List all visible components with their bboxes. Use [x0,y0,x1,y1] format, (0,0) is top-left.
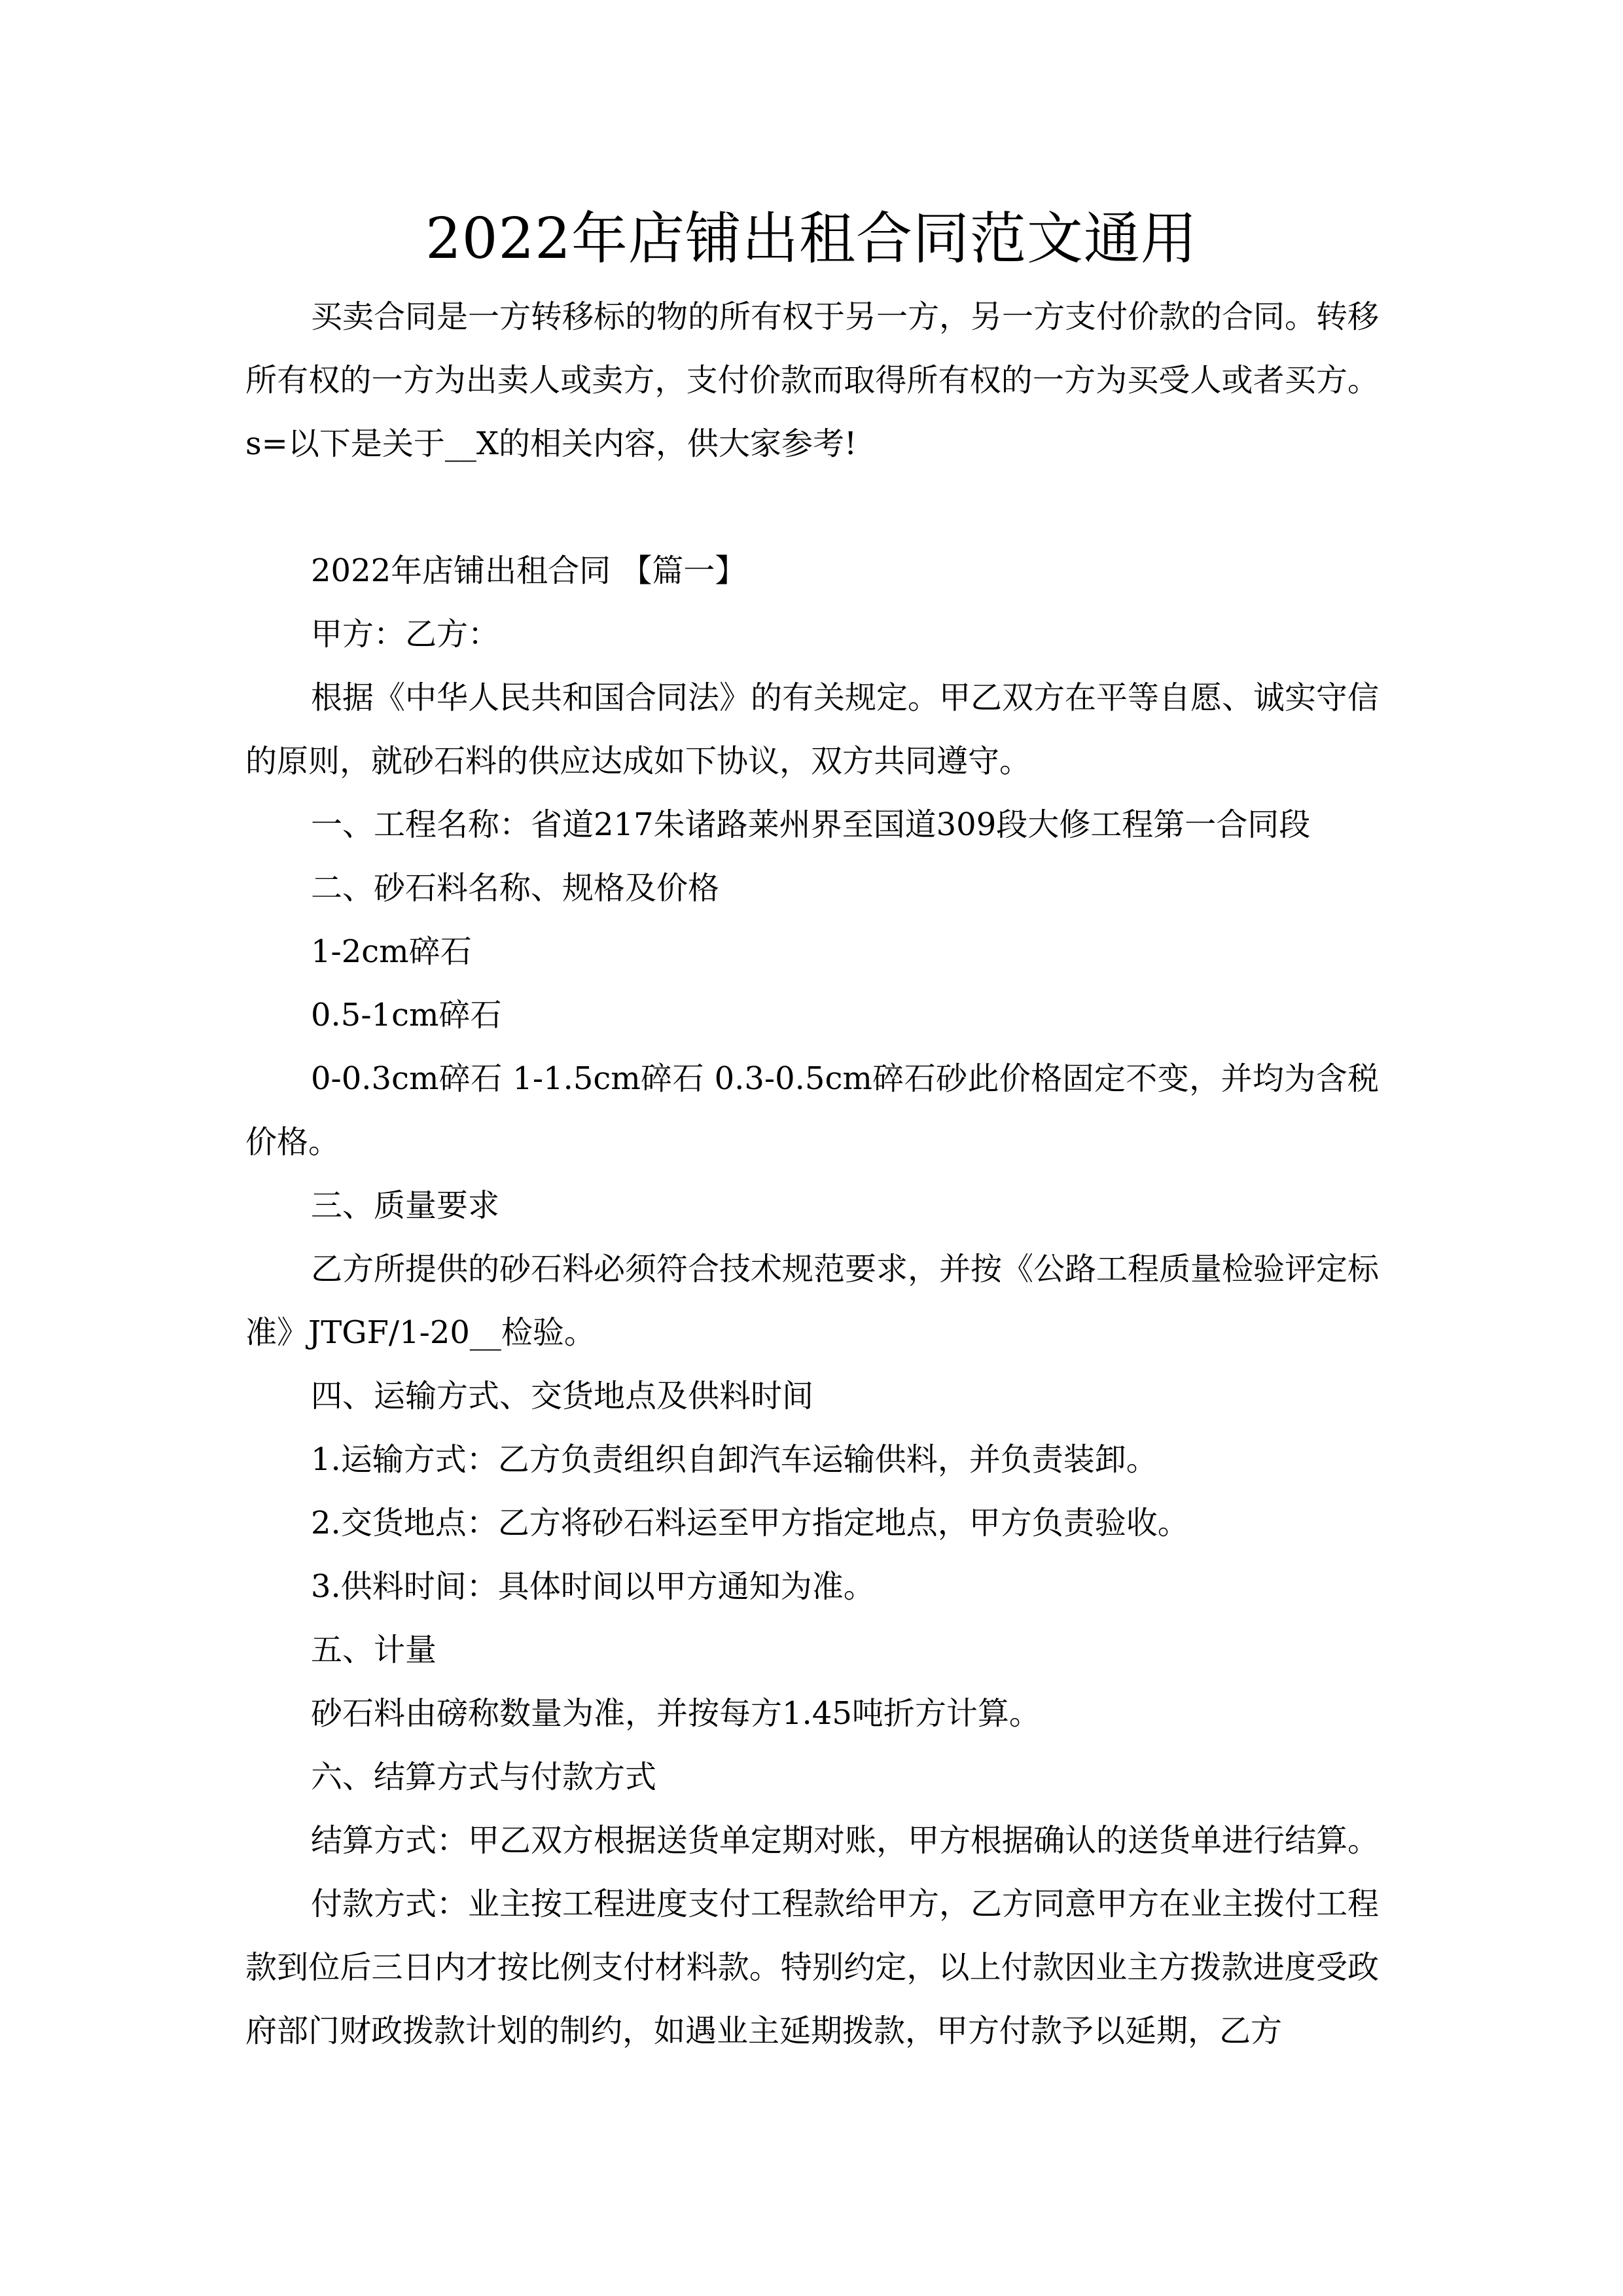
clause-5-body: 砂石料由磅称数量为准，并按每方1.45吨折方计算。 [311,1695,1041,1732]
material-item-2: 0.5-1cm碎石 [311,997,502,1033]
material-item-3: 0-0.3cm碎石 1-1.5cm碎石 0.3-0.5cm碎石砂此价格固定不变，并均为含税价格。 [245,1060,1379,1160]
clause-4-item-2: 2.交货地点：乙方将砂石料运至甲方指定地点，甲方负责验收。 [311,1505,1189,1541]
clause-4-item-3: 3.供料时间：具体时间以甲方通知为准。 [311,1568,875,1605]
intro-paragraph: 买卖合同是一方转移标的物的所有权于另一方，另一方支付价款的合同。转移所有权的一方为出卖人或卖方，支付价款而取得所有权的一方为买受人或者买方。s=以下是关于__X的相关内容，供大家参考! [245,298,1380,462]
clause-5-heading: 五、计量 [311,1632,437,1668]
clause-6-heading: 六、结算方式与付款方式 [311,1759,657,1795]
document-body [245,285,1379,2063]
preamble-paragraph: 根据《中华人民共和国合同法》的有关规定。甲乙双方在平等自愿、诚实守信的原则，就砂石料的供应达成如下协议，双方共同遵守。 [245,679,1380,780]
section-heading: 2022年店铺出租合同 【篇一】 [311,552,747,589]
clause-6-payment: 付款方式：业主按工程进度支付工程款给甲方，乙方同意甲方在业主拨付工程款到位后三日内才按比例支付材料款。特别约定，以上付款因业主方拨款进度受政府部门财政拨款计划的制约，如遇业主延期拨款，甲方付款予以延期，乙方 [245,1886,1380,2049]
clause-3-body: 乙方所提供的砂石料必须符合技术规范要求，并按《公路工程质量检验评定标准》JTGF/1-20__检验。 [245,1251,1380,1351]
clause-6-settlement: 结算方式：甲乙双方根据送货单定期对账，甲方根据确认的送货单进行结算。 [311,1822,1380,1859]
clause-3-heading: 三、质量要求 [311,1187,500,1224]
clause-2-heading: 二、砂石料名称、规格及价格 [311,870,720,906]
clause-4-item-1: 1.运输方式：乙方负责组织自卸汽车运输供料，并负责装卸。 [311,1441,1158,1478]
parties-line: 甲方：乙方： [311,616,500,653]
clause-4-heading: 四、运输方式、交货地点及供料时间 [311,1378,814,1414]
blank-line [245,476,1379,539]
clause-1-project-name: 一、工程名称：省道217朱诸路莱州界至国道309段大修工程第一合同段 [311,806,1311,843]
material-item-1: 1-2cm碎石 [311,933,472,970]
document-title: 2022年店铺出租合同范文通用 [425,206,1198,272]
